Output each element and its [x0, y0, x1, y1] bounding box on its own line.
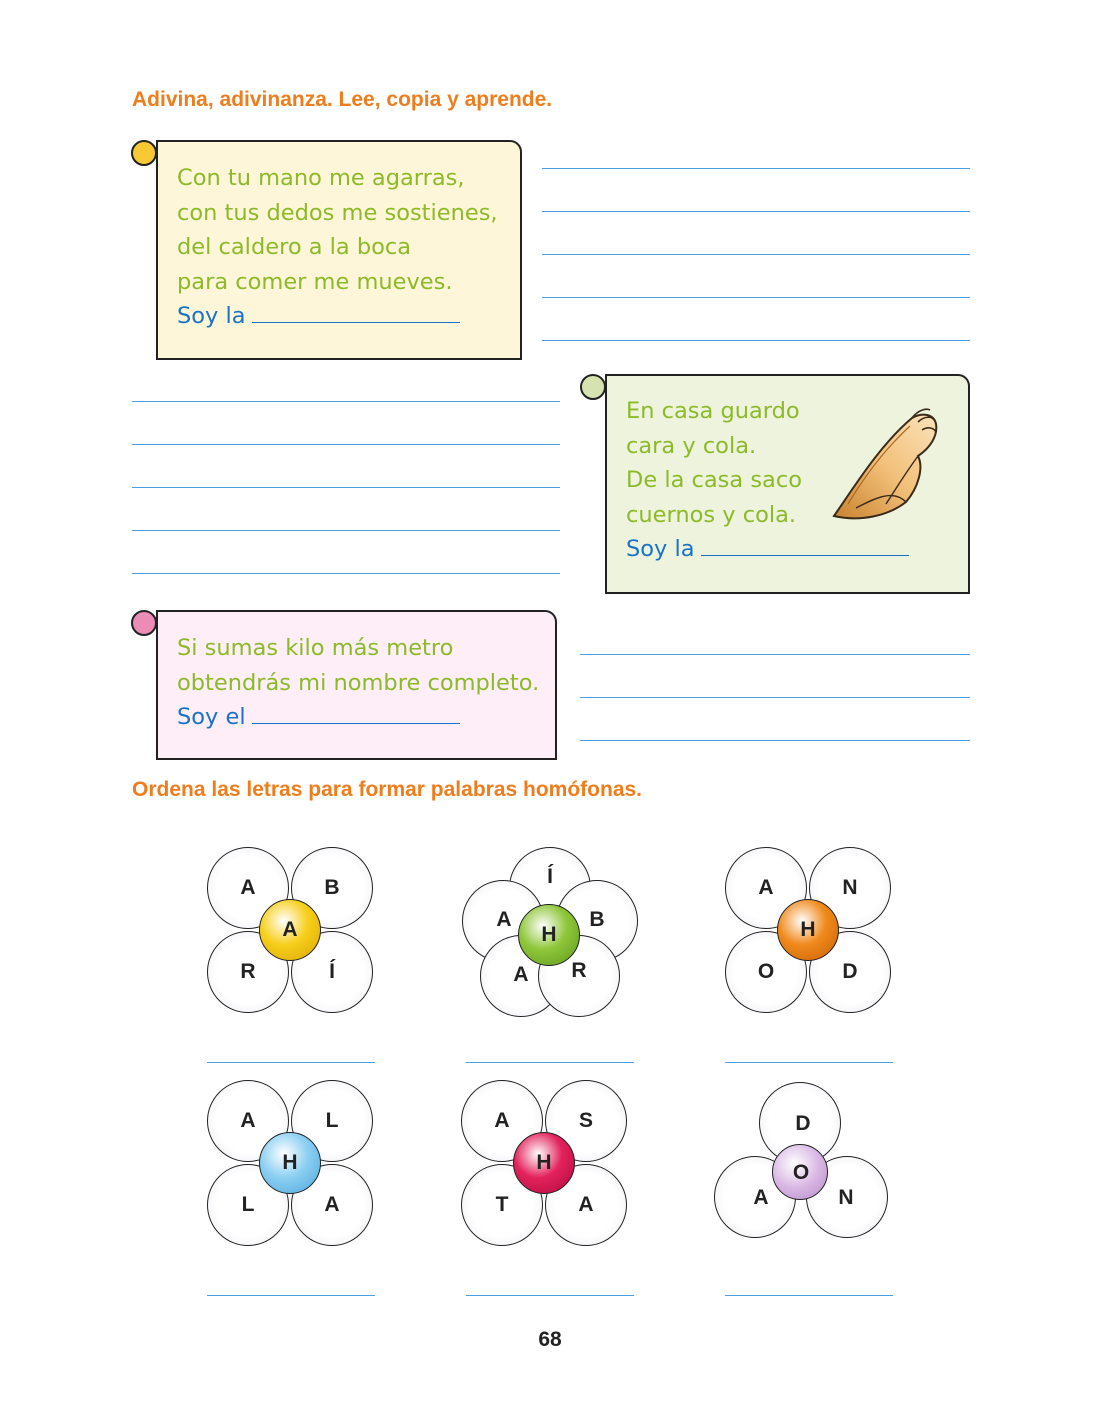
petal-letter: B	[589, 908, 605, 931]
riddle-text-3	[177, 631, 539, 735]
petal-letter: A	[496, 908, 512, 931]
writing-line[interactable]	[580, 740, 970, 741]
seashell-icon	[826, 404, 942, 528]
writing-line[interactable]	[132, 573, 560, 574]
petal-letter: A	[758, 876, 774, 899]
letter-flower-3	[725, 847, 895, 1017]
riddle-line: del caldero a la boca	[177, 234, 412, 260]
petal-letter: A	[753, 1186, 769, 1209]
petal-letter: B	[324, 876, 340, 899]
answer-writing-line[interactable]	[207, 1295, 375, 1296]
riddle-line: Si sumas kilo más metro	[177, 635, 454, 661]
answer-writing-line[interactable]	[466, 1295, 634, 1296]
petal-letter: R	[571, 959, 587, 982]
center-letter: H	[282, 1151, 298, 1174]
answer-prefix: Soy el	[177, 704, 246, 730]
writing-line[interactable]	[580, 654, 970, 655]
writing-line[interactable]	[542, 340, 970, 341]
petal-letter: N	[842, 876, 858, 899]
riddle-answer-line	[626, 532, 909, 567]
petal-letter: A	[240, 1109, 256, 1132]
writing-line[interactable]	[542, 297, 970, 298]
riddle-line: En casa guardo	[626, 398, 800, 424]
petal-letter: S	[578, 1109, 593, 1132]
petal-letter: A	[578, 1193, 594, 1216]
writing-line[interactable]	[132, 530, 560, 531]
answer-writing-line[interactable]	[466, 1062, 634, 1063]
answer-prefix: Soy la	[177, 303, 246, 329]
writing-line[interactable]	[542, 168, 970, 169]
section-heading-homophones: Ordena las letras para formar palabras homófonas.	[132, 778, 643, 801]
petal-letter: L	[241, 1193, 255, 1216]
center-letter: H	[800, 918, 816, 941]
section-heading-riddles: Adivina, adivinanza. Lee, copia y aprende.	[132, 88, 553, 111]
petal-letter: O	[757, 960, 775, 983]
answer-blank[interactable]	[252, 302, 460, 323]
letter-flower-4	[207, 1080, 377, 1250]
center-letter: O	[792, 1161, 810, 1184]
answer-blank[interactable]	[252, 703, 460, 724]
petal-letter: A	[324, 1193, 340, 1216]
petal-letter: L	[325, 1109, 339, 1132]
petal-letter: D	[795, 1112, 811, 1135]
scroll-curl-icon	[580, 374, 606, 400]
riddle-line: cuernos y cola.	[626, 501, 797, 528]
answer-writing-line[interactable]	[725, 1295, 893, 1296]
answer-prefix: Soy la	[626, 536, 695, 562]
petal-letter: Í	[329, 960, 335, 983]
scroll-curl-icon	[131, 140, 157, 166]
writing-line[interactable]	[542, 211, 970, 212]
riddle-answer-line	[177, 700, 539, 735]
riddle-answer-line	[177, 299, 498, 334]
letter-flower-1	[207, 847, 377, 1017]
petal-letter: A	[240, 876, 256, 899]
writing-line[interactable]	[132, 444, 560, 445]
center-letter: A	[282, 918, 298, 941]
petal-letter: Í	[547, 865, 553, 888]
writing-line[interactable]	[132, 401, 560, 402]
petal-letter: T	[495, 1193, 509, 1216]
scroll-curl-icon	[131, 610, 157, 636]
center-letter: H	[541, 923, 557, 946]
riddle-text-1	[177, 161, 498, 334]
letter-flower-5	[461, 1080, 631, 1250]
petal-letter: R	[240, 960, 256, 983]
riddle-line: para comer me mueves.	[177, 268, 453, 295]
letter-flower-2	[462, 847, 638, 1017]
answer-blank[interactable]	[701, 535, 909, 556]
letter-flower-6	[714, 1082, 894, 1250]
answer-writing-line[interactable]	[725, 1062, 893, 1063]
center-letter: H	[536, 1151, 552, 1174]
riddle-line: De la casa saco	[626, 467, 802, 493]
petal-letter: D	[842, 960, 858, 983]
petal-letter: A	[513, 963, 529, 986]
petal-letter: A	[494, 1109, 510, 1132]
answer-writing-line[interactable]	[207, 1062, 375, 1063]
writing-line[interactable]	[542, 254, 970, 255]
riddle-line: Con tu mano me agarras,	[177, 165, 465, 191]
page-number: 68	[538, 1328, 562, 1351]
riddle-line: cara y cola.	[626, 432, 757, 459]
writing-line[interactable]	[580, 697, 970, 698]
riddle-line: obtendrás mi nombre completo.	[177, 669, 540, 696]
petal-letter: N	[838, 1186, 854, 1209]
writing-line[interactable]	[132, 487, 560, 488]
riddle-line: con tus dedos me sostienes,	[177, 199, 498, 226]
